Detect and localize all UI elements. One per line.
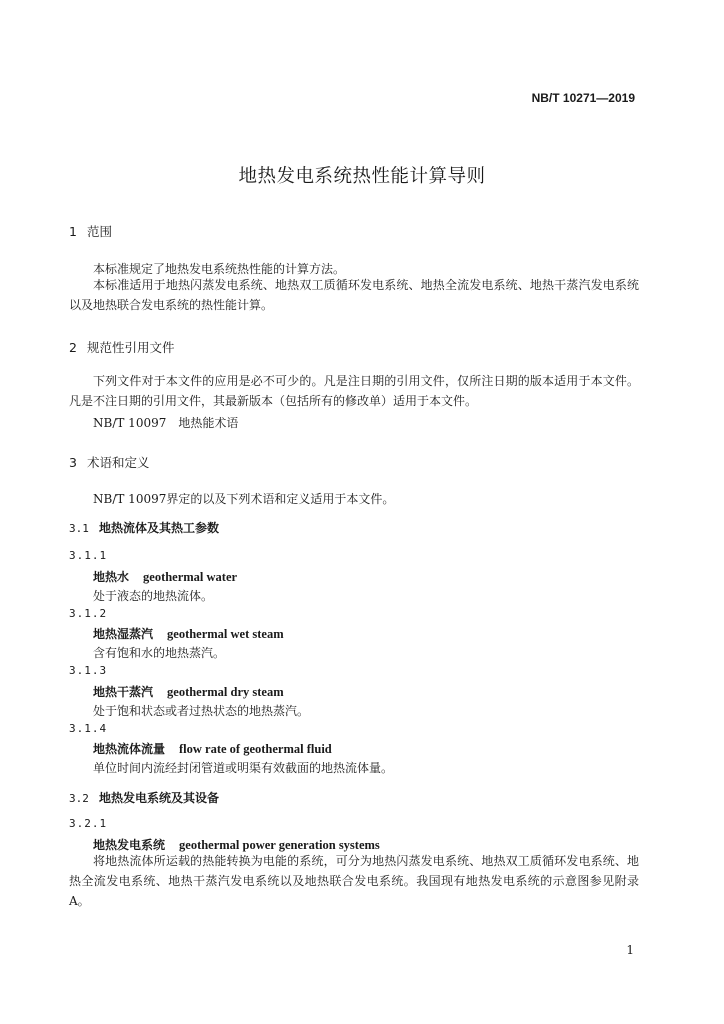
term-en: flow rate of geothermal fluid (179, 742, 332, 756)
terms-intro-paragraph: NB/T 10097界定的以及下列术语和定义适用于本文件。 (93, 492, 395, 506)
standard-number: NB/T 10271—2019 (531, 91, 635, 105)
subsection-title: 地热发电系统及其设备 (99, 791, 220, 805)
term-definition: 单位时间内流经封闭管道或明渠有效截面的地热流体量。 (93, 761, 394, 775)
term-number: 3.2.1 (69, 817, 108, 830)
term-title (93, 568, 237, 585)
subsection-3-1-heading (69, 519, 219, 536)
section-title: 范围 (87, 224, 113, 239)
normative-references-paragraph: 下列文件对于本文件的应用是必不可少的。凡是注日期的引用文件，仅所注日期的版本适用于本文件。凡是不注日期的引用文件，其最新版本（包括所有的修改单）适用于本文件。 (69, 374, 639, 408)
term-cn: 地热发电系统 (93, 838, 166, 852)
term-cn: 地热湿蒸汽 (93, 627, 154, 641)
term-definition: 处于液态的地热流体。 (93, 589, 214, 603)
section-number: 2 (69, 340, 77, 355)
term-cn: 地热水 (93, 570, 130, 584)
term-definition: 含有饱和水的地热蒸汽。 (93, 646, 226, 660)
section-title: 规范性引用文件 (87, 340, 175, 355)
section-2-heading (69, 338, 175, 356)
term-title (93, 683, 284, 700)
page-number: 1 (626, 943, 634, 957)
subsection-number: 3.2 (69, 792, 89, 805)
term-title (93, 625, 284, 642)
scope-paragraph-1: 本标准规定了地热发电系统热性能的计算方法。 (93, 262, 346, 276)
term-cn: 地热流体流量 (93, 742, 166, 756)
subsection-title: 地热流体及其热工参数 (99, 521, 220, 535)
term-en: geothermal water (143, 570, 238, 584)
term-en: geothermal wet steam (167, 627, 284, 641)
section-3-heading (69, 453, 150, 471)
term-number: 3.1.4 (69, 722, 108, 735)
reference-item: NB/T 10097 地热能术语 (93, 416, 239, 430)
term-number: 3.1.2 (69, 607, 108, 620)
document-title: 地热发电系统热性能计算导则 (238, 166, 486, 187)
term-cn: 地热干蒸汽 (93, 685, 154, 699)
term-en: geothermal power generation systems (179, 838, 380, 852)
section-title: 术语和定义 (87, 455, 150, 470)
subsection-number: 3.1 (69, 522, 89, 535)
term-title (93, 740, 332, 757)
section-1-heading (69, 222, 112, 240)
scope-paragraph-2: 本标准适用于地热闪蒸发电系统、地热双工质循环发电系统、地热全流发电系统、地热干蒸汽发电系统以及地热联合发电系统的热性能计算。 (69, 278, 639, 312)
term-number: 3.1.1 (69, 549, 108, 562)
term-definition: 处于饱和状态或者过热状态的地热蒸汽。 (93, 704, 310, 718)
section-number: 1 (69, 224, 77, 239)
term-number: 3.1.3 (69, 664, 108, 677)
term-en: geothermal dry steam (167, 685, 284, 699)
subsection-3-2-heading (69, 789, 219, 806)
term-definition: 将地热流体所运载的热能转换为电能的系统，可分为地热闪蒸发电系统、地热双工质循环发电系统、地热全流发电系统、地热干蒸汽发电系统以及地热联合发电系统。我国现有地热发电系统的示意图参见附录A。 (69, 854, 639, 908)
section-number: 3 (69, 455, 77, 470)
